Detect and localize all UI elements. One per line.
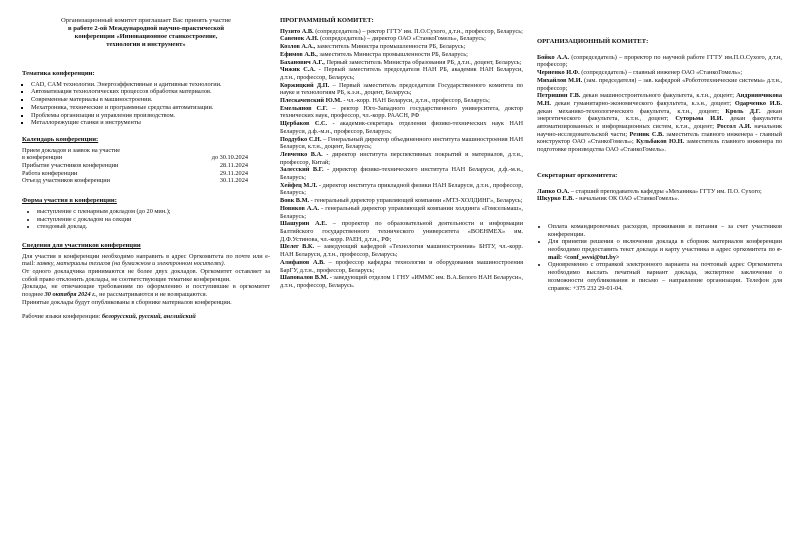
committee-member: Коржицкий Д.П. – Первый заместитель председателя Государственного комитета по науке и технологиям РБ, к.э.н., доцент, Беларусь; — [280, 81, 524, 97]
committee-member: Пузято А.В. (сопредседатель) – ректор ГГТУ им. П.О.Сухого, д.т.н., профессор, Беларусь; — [280, 27, 523, 35]
committee-member: Алифанов А.В. – профессор кафедры технологии и оборудования машиностроения БарГУ, д.т.н., профессор, Беларусь; — [280, 258, 523, 274]
topic-item: ▪ Металлорежущие станки и инструменты — [31, 119, 270, 127]
committee-member: Емельянов С.Г. – ректор Юго-Западного государственного университета, доктор технических наук, профессор, чл.-корр. РААСН, РФ — [280, 104, 523, 120]
form-item: • выступление с докладом на секции — [37, 216, 270, 224]
program-committee-heading: ПРОГРАММНЫЙ КОМИТЕТ: — [280, 17, 374, 24]
topic-item: ▪ Автоматизация технологических процессов обработки материалов. — [31, 88, 270, 96]
form-item: • выступление с пленарным докладом (до 20 мин.); — [37, 208, 270, 216]
committee-member: Козлов А.А., заместитель Министра промышленности РБ, Беларусь; — [280, 43, 466, 51]
topic-item: ▪ Современные материалы в машиностроении. — [31, 96, 270, 104]
invite-line-1: Организационный комитет приглашает Вас принять участие — [61, 17, 231, 24]
working-languages: Рабочие языки конференции: белорусский, русский, английский — [22, 312, 196, 320]
org-members-deans: Петришин Г.В. декан машиностроительного факультета, к.т.н., доцент; Андриянчикова М.Н. декан гуманитарно-экономического факультета, к.э.н., доцент; Одарченко И.Б. декан механико-технологического факультета, к.т.н., доцент; Кроль Д.Г. декан энергетического факультета, к.т.н., доцент; Суторьма И.И. декан факультета автоматизированных и информационных систем, к.т.н., доцент; Россол А.И. начальник научно-исследовательской части; Резник С.В. заместитель главного инженера - главный конструктор ОАО «СтанкоГомель»; Кульбаков Ю.Н. заместитель главного инженера по подготовке производства ОАО «СтанкоГомель». — [537, 92, 783, 154]
note-item: • Оплата командировочных расходов, проживания и питания – за счет участников конференции. — [548, 223, 782, 238]
committee-member: Новиков А.А. - генеральный директор управляющей компании холдинга «Гомсельмаш», Беларусь; — [280, 204, 523, 220]
committee-member: Шаповалов В.М. - заведующий отделом 1 ГНУ «ИММС им. В.А.Белого НАН Беларуси», д.т.н., профессор, Беларусь. — [280, 274, 523, 289]
topics-heading: Тематика конференции: — [22, 70, 95, 77]
invite-line-3: конференции «Инновационное станкостроение, — [74, 33, 218, 40]
invitation-block — [22, 17, 270, 49]
note-item: • Одновременно с отправкой электронного варианта на почтовый адрес Оргкомитета необходимо выслать печатный вариант доклада, экспертное заключение о возможности опубликования и письмо – направление организации. Телефон для справок: +375 232 29-01-04. — [548, 261, 782, 292]
form-item: • стендовый доклад. — [37, 223, 270, 231]
right-column — [537, 0, 782, 543]
program-committee-list — [280, 28, 523, 290]
calendar-row: Работа конференции 29.11.2024 — [22, 169, 248, 177]
topics-list — [22, 81, 270, 127]
org-member: Черненко И.Ф. (сопредседатель) – главный инженер ОАО «СтанкоГомель»; — [537, 69, 743, 77]
note-item: • Для принятия решения о включении доклада в сборник материалов конференции необходимо предоставить текст доклада и карту участника в адрес оргкомитета по e-mail: <conf_ssvsi@tut.by> — [548, 238, 782, 261]
committee-member: Левченко В.А. - директор института перспективных покрытий и материалов, д.т.н., профессор, Китай; — [280, 150, 523, 166]
committee-member: Плескачевский Ю.М. - чл.-корр. НАН Беларуси, д.т.н., профессор, Беларусь; — [280, 97, 490, 105]
committee-member: Щербаков С.С. - академик-секретарь отделения физико-технических наук НАН Беларуси, д.ф.-м.н., профессор, Беларусь; — [280, 120, 523, 135]
topic-item: ▪ CAD, CAM технологии. Энергоэффективные и адитивные технологии. — [31, 81, 270, 89]
committee-member: Ефимов А.В., заместитель Министра промышленности РБ, Беларусь; — [280, 50, 468, 58]
invite-line-2: в работе 2-ой Международной научно-практической — [68, 25, 224, 32]
secretariat-member: Лапко О.А. – старший преподаватель кафедры «Механика» ГГТУ им. П.О. Сухого; — [537, 187, 762, 195]
calendar-block — [22, 147, 270, 186]
committee-member: Чижик С.А. - Первый заместитель председателя НАН РБ, академик НАН Беларуси, д.т.н., профессор, Беларусь; — [280, 66, 523, 81]
forms-list — [22, 208, 270, 231]
calendar-row: Отъезд участников конференции 30.11.2024 — [22, 177, 248, 185]
committee-member: Шелег В.К. – заведующий кафедрой «Технология машиностроения» БНТУ, чл.-корр. НАН Беларуси, д.т.н., профессор, Беларусь; — [280, 243, 523, 259]
calendar-heading: Календарь конференции: — [22, 135, 99, 143]
info-paragraph-4: Принятые доклады будут опубликованы в сборнике материалов конференции. — [22, 298, 232, 306]
committee-member: Залесский В.Г. - директор физико-технического института НАН Беларуси, д.ф.-м.н., Беларусь; — [280, 166, 523, 182]
org-member: Михайлов М.И. (зам. председателя) – зав. кафедрой «Робототехнические системы» д.т.н., профессор; — [537, 76, 783, 92]
middle-column — [280, 0, 523, 543]
committee-member: Савенок А.Н. (сопредседатель) – директор ОАО «СтанкоГомель», Беларусь; — [280, 35, 486, 43]
committee-member: Шашурин А.Е. – проректор по образовательной деятельности и информации Балтийского государственного технического университета «ВОЕНМЕХ» им. Д.Ф.Устинова, чл.-корр. РАЕН, д.т.н., РФ; — [280, 220, 524, 243]
org-committee-heading: ОРГАНИЗАЦИОННЫЙ КОМИТЕТ: — [537, 38, 649, 45]
info-heading: Сведения для участников конференции — [22, 241, 141, 249]
committee-member: Хейфец М.Л. - директор института прикладной физики НАН Беларуси, д.т.н., профессор, Беларусь; — [280, 181, 523, 197]
invite-line-4: технологии и инструмент» — [106, 41, 186, 48]
left-column — [22, 0, 270, 543]
org-member: Бойко А.А. (сопредседатель) – проректор по научной работе ГГТУ им.П.О.Сухого, д.т.н, профессор; — [537, 53, 782, 69]
calendar-intro: Прием докладов и заявок на участие — [22, 146, 121, 154]
notes-list — [537, 223, 782, 292]
topic-item: ▪ Мехатроника, технические и программные средства автоматизации. — [31, 104, 270, 112]
forms-heading: Форма участия в конференции: — [22, 197, 117, 205]
secretariat-heading: Секретариат оргкомитета: — [537, 171, 618, 179]
calendar-row: Прибытие участников конференции 28.11.2024 — [22, 162, 248, 170]
contact-email[interactable]: e-mail: <conf_ssvsi@tut.by> — [548, 246, 782, 261]
committee-member: Поддубко С.Н. – Генеральный директор объединенного института машиностроения НАН Беларуси, к.т.н., доцент, Беларусь; — [280, 135, 523, 151]
calendar-row: в конференции до 30.10.2024 — [22, 154, 248, 162]
topic-item: ▪ Проблемы организации и управления производством. — [31, 112, 270, 120]
committee-member: Вовк В.М. - генеральный директор управляющей компании «МТЗ-ХОЛДИНГ», Беларусь; — [280, 197, 523, 205]
secretariat-member: Шкурко Е.В. - начальник ОК ОАО «СтанкоГомель». — [537, 195, 680, 203]
info-paragraph-3: Доклады, не отвечающие требованиям по оформлению и поступившие в оргкомитет позднее 30 октября 2024 г., не рассматриваются и не возвращаются. — [22, 283, 270, 299]
info-paragraph-1: Для участия в конференции необходимо направить в адрес Оргкомитета по почте или e-mail: заявку, материалы тезисов (на бумажном и электронном носителях). — [22, 252, 270, 268]
info-paragraph-2: От одного докладчика принимаются не более двух докладов. Оргкомитет оставляет за собой право отклонить доклады, не соответствующие тематике конференции. — [22, 268, 270, 283]
committee-member: Баханович А.Г., Первый заместитель Министра образования РБ, д.т.н., доцент, Беларусь; — [280, 58, 522, 66]
